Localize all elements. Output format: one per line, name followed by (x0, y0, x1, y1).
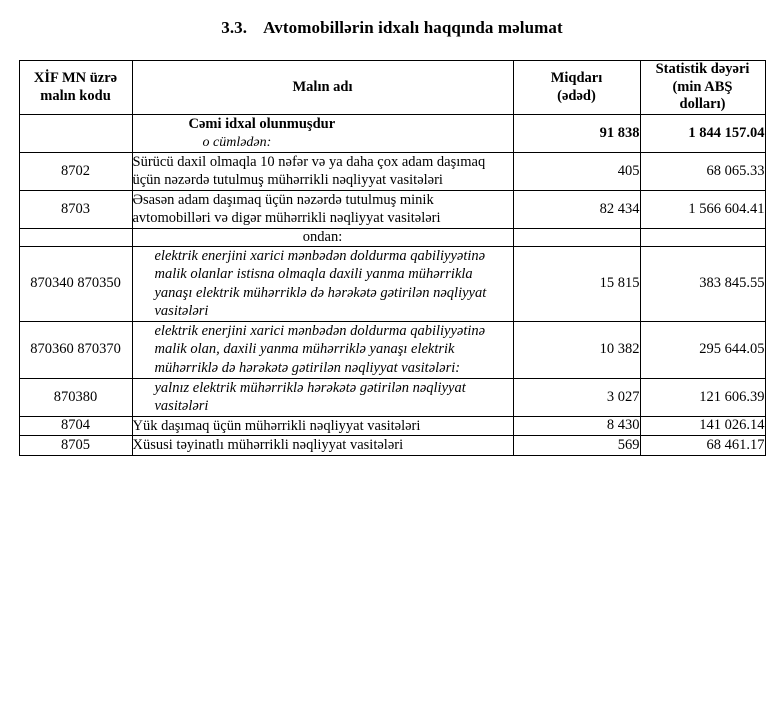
table-row (19, 436, 765, 456)
cell-name: elektrik enerjini xarici mənbədən doldurma qabiliyyətinə malik olan, daxili yanma mühərriklə yanaşı elektrik mühərriklə də hərəkətə gətirilən nəqliyyat vasitələri: (132, 321, 513, 378)
column-header-value-line3: dolları) (679, 96, 726, 113)
cell-name (132, 115, 513, 152)
cell-name: Yük daşımaq üçün mühərrikli nəqliyyat vasitələri (132, 416, 513, 436)
cell-code: 8703 (19, 190, 132, 228)
column-header-quantity-line1: Miqdarı (550, 69, 603, 86)
table-row (19, 246, 765, 321)
cell-code: 8704 (19, 416, 132, 436)
cell-value: 141 026.14 (640, 416, 765, 436)
table-body (19, 115, 765, 456)
cell-quantity: 82 434 (513, 190, 640, 228)
column-header-value-line1: Statistik dəyəri (655, 61, 750, 77)
cell-value: 295 644.05 (640, 321, 765, 378)
cell-code (19, 115, 132, 152)
cell-code: 8705 (19, 436, 132, 456)
table-row (19, 321, 765, 378)
cell-name-subnote: o cümlədən: (202, 134, 272, 150)
page-title-text: Avtomobillərin idxalı haqqında məlumat (263, 18, 563, 37)
column-header-quantity-line2: (ədəd) (557, 87, 596, 104)
table-row (19, 228, 765, 246)
cell-value (640, 228, 765, 246)
column-header-value (640, 61, 765, 115)
cell-quantity: 15 815 (513, 246, 640, 321)
document-page (0, 18, 784, 708)
column-header-quantity (513, 61, 640, 115)
cell-value: 1 844 157.04 (640, 115, 765, 152)
cell-value: 68 461.17 (640, 436, 765, 456)
cell-quantity: 10 382 (513, 321, 640, 378)
cell-quantity (513, 228, 640, 246)
cell-quantity: 569 (513, 436, 640, 456)
cell-quantity: 8 430 (513, 416, 640, 436)
cell-name-text: Cəmi idxal olunmuşdur (188, 116, 336, 133)
cell-code: 8702 (19, 152, 132, 190)
page-title-number: 3.3. (221, 18, 248, 37)
cell-name: yalnız elektrik mühərriklə hərəkətə gətirilən nəqliyyat vasitələri (132, 378, 513, 416)
cell-value: 68 065.33 (640, 152, 765, 190)
column-header-value-line2: (min ABŞ (672, 78, 733, 95)
cell-code (19, 228, 132, 246)
table-header-row (19, 61, 765, 115)
cell-name: Əsasən adam daşımaq üçün nəzərdə tutulmuş minik avtomobilləri və digər mühərrikli nəqliyyat vasitələri (132, 190, 513, 228)
cell-value: 121 606.39 (640, 378, 765, 416)
cell-name: Sürücü daxil olmaqla 10 nəfər və ya daha çox adam daşımaq üçün nəzərdə tutulmuş mühərrikli nəqliyyat vasitələri (132, 152, 513, 190)
table-row (19, 115, 765, 152)
cell-code: 870380 (19, 378, 132, 416)
cell-quantity: 91 838 (513, 115, 640, 152)
column-header-code: XİF MN üzrə malın kodu (19, 61, 132, 115)
cell-quantity: 3 027 (513, 378, 640, 416)
cell-name: ondan: (132, 228, 513, 246)
table-row (19, 152, 765, 190)
table-header (19, 61, 765, 115)
page-title (0, 18, 784, 38)
table-row (19, 190, 765, 228)
table-row (19, 378, 765, 416)
table-row (19, 416, 765, 436)
cell-code: 870340 870350 (19, 246, 132, 321)
cell-name: Xüsusi təyinatlı mühərrikli nəqliyyat vasitələri (132, 436, 513, 456)
column-header-name: Malın adı (132, 61, 513, 115)
import-data-table (19, 60, 766, 456)
cell-name: elektrik enerjini xarici mənbədən doldurma qabiliyyətinə malik olanlar istisna olmaqla daxili yanma mühərrikla yanaşı elektrik mühərriklə də hərəkətə gətirilən nəqliyyat vasitələri (132, 246, 513, 321)
cell-code: 870360 870370 (19, 321, 132, 378)
cell-value: 1 566 604.41 (640, 190, 765, 228)
cell-quantity: 405 (513, 152, 640, 190)
cell-value: 383 845.55 (640, 246, 765, 321)
